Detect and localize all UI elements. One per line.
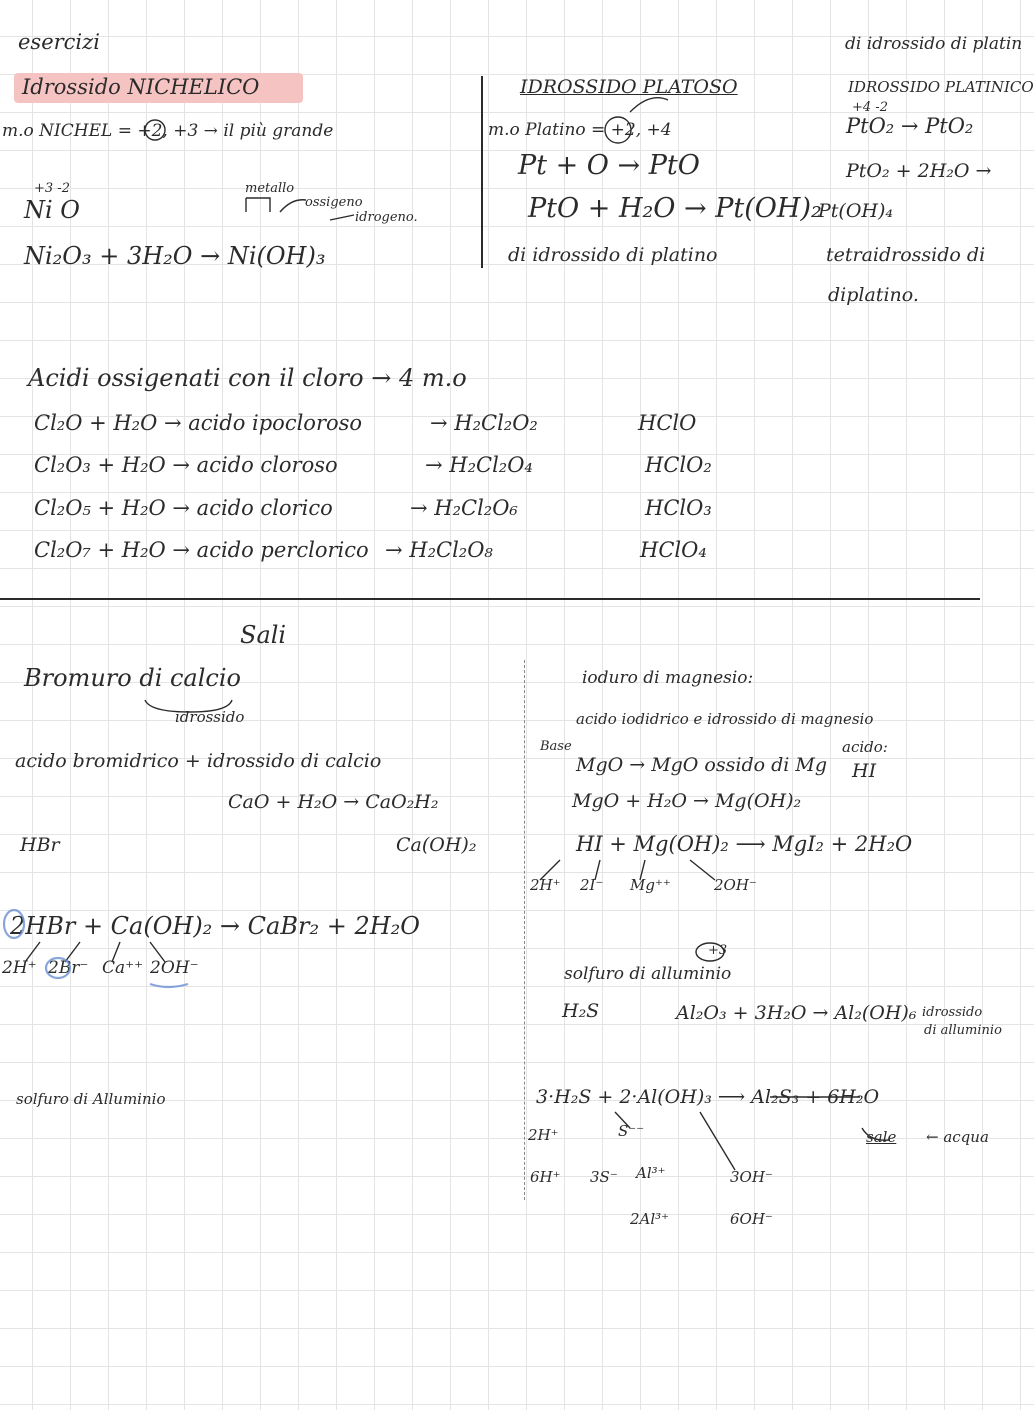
nickel-ox-upper: +3 -2	[34, 181, 70, 196]
acid-row-1-eq: Cl₂O + H₂O → acido ipocloroso	[34, 411, 363, 435]
acid-row-4-final: HClO₄	[640, 538, 707, 562]
solfuro-reaction-1: Al₂O₃ + 3H₂O → Al₂(OH)₆	[676, 1002, 917, 1024]
bromuro-ion-ca: Ca⁺⁺	[102, 958, 144, 978]
blue-underline-oh	[150, 984, 188, 987]
acid-row-2-raw: → H₂Cl₂O₄	[425, 453, 533, 477]
ioduro-label-base: Base	[540, 739, 572, 754]
bromuro-ion-oh: 2OH⁻	[150, 958, 199, 978]
solfuro-label-sale: sale	[866, 1128, 897, 1146]
horizontal-divider	[0, 598, 980, 600]
solfuro-h2s: H₂S	[562, 1000, 600, 1022]
arrow-mark-platoso	[630, 98, 668, 112]
platoso-title: IDROSSIDO PLATOSO	[520, 76, 738, 98]
acid-row-4-eq: Cl₂O₇ + H₂O → acido perclorico	[34, 538, 369, 562]
solfuro-ion-al: Al³⁺	[636, 1164, 666, 1182]
sali-title: Sali	[240, 621, 287, 649]
solfuro-ion-2h: 2H⁺	[528, 1126, 559, 1144]
platinico-name-2: diplatino.	[828, 284, 919, 306]
ioduro-line: acido iodidrico e idrossido di magnesio	[576, 710, 874, 728]
platoso-name: di idrossido di platino	[508, 244, 718, 266]
platoso-reaction-1: Pt + O → PtO	[518, 150, 700, 181]
solfuro-label-idrossido: idrossido	[922, 1005, 983, 1020]
ioduro-title: ioduro di magnesio:	[582, 668, 754, 688]
header-esercizi: esercizi	[18, 30, 100, 54]
bromuro-reaction-2: 2HBr + Ca(OH)₂ → CaBr₂ + 2H₂O	[10, 912, 420, 940]
nickel-title: Idrossido NICHELICO	[14, 77, 303, 98]
acid-row-2-eq: Cl₂O₃ + H₂O → acido cloroso	[34, 453, 338, 477]
idrogeno-arrow	[330, 215, 354, 220]
bromuro-hbr: HBr	[20, 834, 60, 856]
platinico-ox-upper: +4 -2	[852, 100, 888, 115]
solfuro-ion-3s: 3S⁻	[590, 1168, 618, 1186]
solfuro-charge: +3	[708, 943, 728, 958]
bromuro-split-lines	[25, 942, 165, 962]
solfuro-label-acqua: ← acqua	[926, 1128, 989, 1146]
vertical-divider-dashed	[524, 660, 525, 1200]
nickel-reaction: Ni₂O₃ + 3H₂O → Ni(OH)₃	[24, 242, 326, 270]
solfuro-split-lines	[615, 1112, 735, 1170]
acidi-title: Acidi ossigenati con il cloro → 4 m.o	[28, 364, 467, 392]
ioduro-split-lines	[540, 860, 715, 880]
acid-row-2-final: HClO₂	[645, 453, 712, 477]
platoso-mo-line: m.o Platino = +2, +4	[488, 120, 672, 140]
ioduro-ion-oh: 2OH⁻	[714, 876, 757, 894]
ioduro-ion-h: 2H⁺	[530, 876, 561, 894]
bromuro-line: acido bromidrico + idrossido di calcio	[15, 750, 382, 772]
platinico-reaction-1: PtO₂ → PtO₂	[846, 114, 974, 138]
solfuro-left-label: solfuro di Alluminio	[16, 1090, 166, 1108]
solfuro-ion-2al: 2Al³⁺	[630, 1210, 670, 1228]
bromuro-title: Bromuro di calcio	[24, 664, 241, 692]
bromuro-reaction-1: CaO + H₂O → CaO₂H₂	[228, 791, 439, 813]
acid-row-3-final: HClO₃	[645, 496, 712, 520]
bromuro-caoh: Ca(OH)₂	[396, 834, 477, 856]
ioduro-ion-mg: Mg⁺⁺	[630, 876, 671, 894]
ioduro-acido-formula: HI	[852, 760, 877, 782]
solfuro-reaction-2: 3·H₂S + 2·Al(OH)₃ ⟶ Al₂S₃ + 6H₂O	[536, 1086, 880, 1108]
vertical-divider-top	[481, 76, 483, 268]
label-metallo: metallo	[245, 181, 295, 196]
acid-row-3-raw: → H₂Cl₂O₆	[410, 496, 518, 520]
ioduro-reaction-3: HI + Mg(OH)₂ ⟶ MgI₂ + 2H₂O	[576, 832, 913, 856]
acid-row-1-final: HClO	[638, 411, 697, 435]
platoso-reaction-2: PtO + H₂O → Pt(OH)₂	[528, 193, 822, 224]
acid-row-4-raw: → H₂Cl₂O₈	[385, 538, 493, 562]
nickel-mo-line: m.o NICHEL = +2, +3 → il più grande	[2, 121, 334, 141]
solfuro-label-alluminio: di alluminio	[924, 1023, 1002, 1038]
solfuro-title: solfuro di alluminio	[564, 964, 732, 984]
ioduro-label-acido: acido:	[842, 738, 888, 756]
platinico-title: IDROSSIDO PLATINICO	[848, 78, 1034, 96]
solfuro-ion-6oh: 6OH⁻	[730, 1210, 773, 1228]
bromuro-ion-h: 2H⁺	[2, 958, 37, 978]
label-idrogeno: idrogeno.	[355, 210, 418, 225]
nickel-oxide: Ni O	[24, 196, 80, 224]
metallo-bracket	[246, 198, 270, 212]
platinico-name-1: tetraidrossido di	[826, 244, 986, 266]
platinico-formula: Pt(OH)₄	[818, 200, 894, 222]
ossigeno-hook	[280, 200, 306, 212]
ioduro-ion-i: 2I⁻	[580, 876, 604, 894]
ioduro-reaction-1: MgO → MgO ossido di Mg	[576, 754, 827, 776]
solfuro-ion-s: S⁻⁻	[618, 1122, 645, 1140]
acid-row-3-eq: Cl₂O₅ + H₂O → acido clorico	[34, 496, 333, 520]
acid-row-1-raw: → H₂Cl₂O₂	[430, 411, 538, 435]
header-right-note: di idrossido di platin	[845, 34, 1023, 54]
solfuro-ion-3oh: 3OH⁻	[730, 1168, 773, 1186]
label-ossigeno: ossigeno	[305, 195, 363, 210]
platinico-reaction-2: PtO₂ + 2H₂O →	[846, 160, 992, 182]
bromuro-brace-label: idrossido	[175, 708, 245, 726]
solfuro-ion-6h: 6H⁺	[530, 1168, 561, 1186]
bromuro-ion-br: 2Br⁻	[48, 958, 89, 978]
ioduro-reaction-2: MgO + H₂O → Mg(OH)₂	[572, 790, 802, 812]
